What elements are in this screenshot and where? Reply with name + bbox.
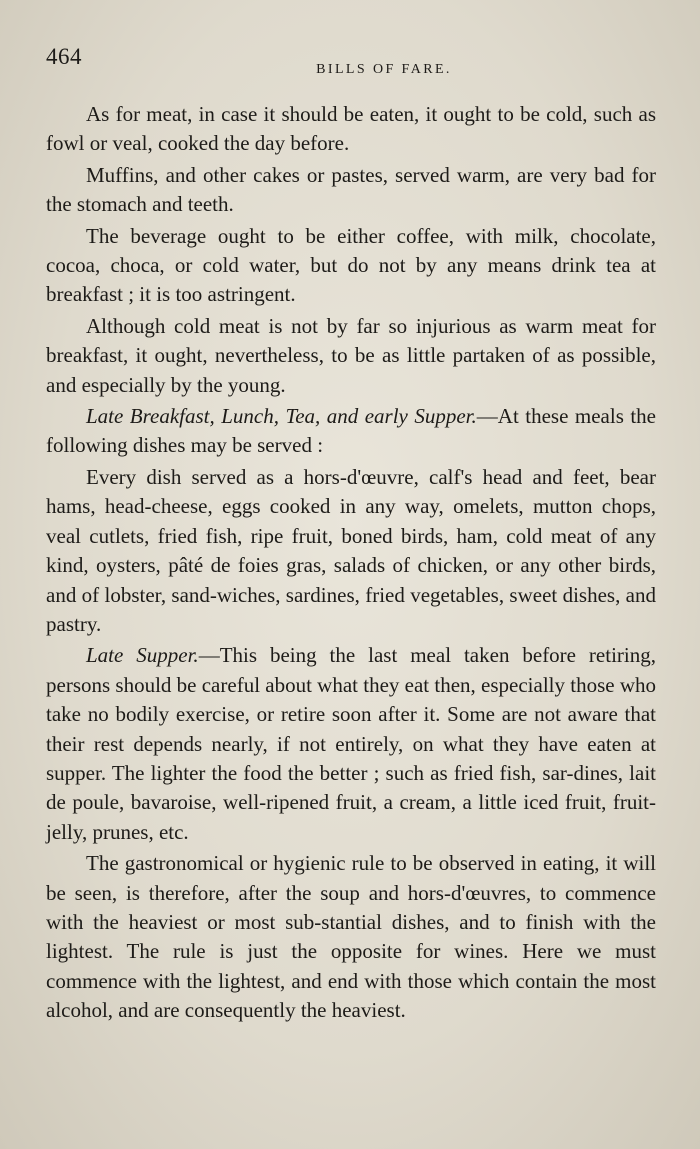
paragraph-text: Every dish served as a hors-d'œuvre, calf's head and feet, bear hams, head-cheese, eggs cooked in any way, omelets, mutton chops, veal cutlets, fried fish, ripe fruit, boned birds, ham, cold meat of any kind, oysters, pâté de foies gras, salads of chicken, or any other birds, and of lobster, sand-wiches, sardines, fried vegetables, sweet dishes, and pastry. xyxy=(46,464,656,636)
paragraph xyxy=(46,849,656,1025)
paragraph xyxy=(46,222,656,310)
paragraph-text: —At these meals the following dishes may be served : xyxy=(46,404,656,458)
paragraph xyxy=(46,312,656,400)
paragraph xyxy=(46,641,656,847)
paragraph-text: Muffins, and other cakes or pastes, served warm, are very bad for the stomach and teeth. xyxy=(46,162,656,217)
paragraph-text: The beverage ought to be either coffee, with milk, chocolate, cocoa, choca, or cold water, but do not by any means drink tea at breakfast ; it is too astringent. xyxy=(46,223,656,307)
page-header xyxy=(46,44,652,78)
page-number: 464 xyxy=(46,44,82,69)
paragraph xyxy=(46,402,656,461)
paragraph-lead: Late Supper. xyxy=(86,643,199,668)
paragraph-text: Although cold meat is not by far so injurious as warm meat for breakfast, it ought, nevertheless, to be as little partaken of as possible, and especially by the young. xyxy=(46,313,656,397)
paragraph-text: As for meat, in case it should be eaten, it ought to be cold, such as fowl or veal, cooked the day before. xyxy=(46,102,656,156)
paragraph xyxy=(46,463,656,639)
paragraph xyxy=(46,100,656,159)
running-head: BILLS OF FARE. xyxy=(316,62,452,77)
paragraph xyxy=(46,161,656,220)
paragraph-lead: Late Breakfast, Lunch, Tea, and early Supper. xyxy=(86,404,477,429)
paragraph-text: The gastronomical or hygienic rule to be observed in eating, it will be seen, is therefore, after the soup and hors-d'œuvres, to commence with the heaviest or most sub-stantial dishes, and to finish with the lightest. The rule is just the opposite for wines. Here we must commence with the lightest, and end with those which contain the most alcohol, and are consequently the heaviest. xyxy=(46,851,656,1023)
paragraph-text: —This being the last meal taken before retiring, persons should be careful about what they eat then, especially those who take no bodily exercise, or retire soon after it. Some are not aware that their rest depends nearly, if not entirely, on what they have eaten at supper. The lighter the food the better ; such as fried fish, sar-dines, lait de poule, bavaroise, well-ripened fruit, a cream, a little iced fruit, fruit-jelly, prunes, etc. xyxy=(46,643,656,844)
body-text xyxy=(46,100,656,1026)
